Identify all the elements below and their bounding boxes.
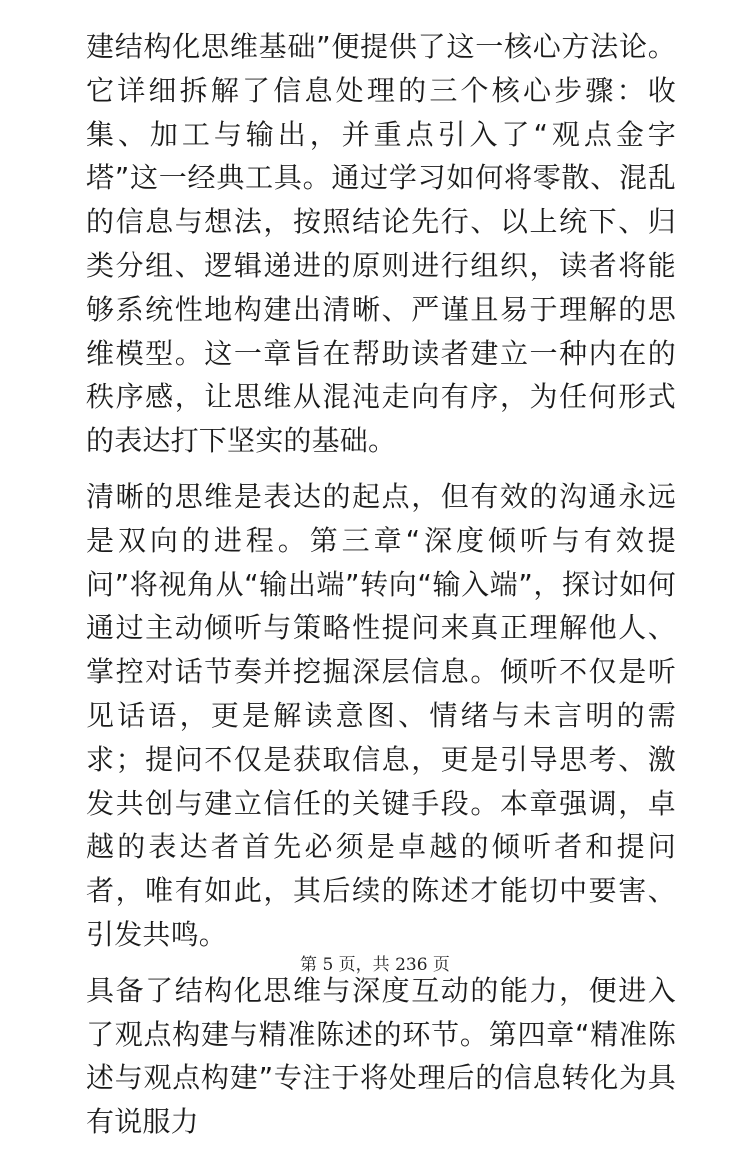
paragraph-1: 建结构化思维基础”便提供了这一核心方法论。它详细拆解了信息处理的三个核心步骤：收集、加工与输出，并重点引入了“观点金字塔”这一经典工具。通过学习如何将零散、混乱的信息与想法，按照结论先行、以上统下、归类分组、逻辑递进的原则进行组织，读者将能够系统性地构建出清晰、严谨且易于理解的思维模型。这一章旨在帮助读者建立一种内在的秩序感，让思维从混沌走向有序，为任何形式的表达打下坚实的基础。 xyxy=(86,30,676,458)
paragraph-3: 具备了结构化思维与深度互动的能力，便进入了观点构建与精准陈述的环节。第四章“精准陈述与观点构建”专注于将处理后的信息转化为具有说服力 xyxy=(86,973,676,1139)
page-number-footer: 第 5 页，共 236 页 xyxy=(300,955,450,975)
paragraph-2: 清晰的思维是表达的起点，但有效的沟通永远是双向的进程。第三章“深度倾听与有效提问”将视角从“输出端”转向“输入端”，探讨如何通过主动倾听与策略性提问来真正理解他人、掌控对话节奏并挖掘深层信息。倾听不仅是听见话语，更是解读意图、情绪与未言明的需求；提问不仅是获取信息，更是引导思考、激发共创与建立信任的关键手段。本章强调，卓越的表达者首先必须是卓越的倾听者和提问者，唯有如此，其后续的陈述才能切中要害、引发共鸣。 xyxy=(86,479,676,951)
page-body xyxy=(86,25,676,1156)
